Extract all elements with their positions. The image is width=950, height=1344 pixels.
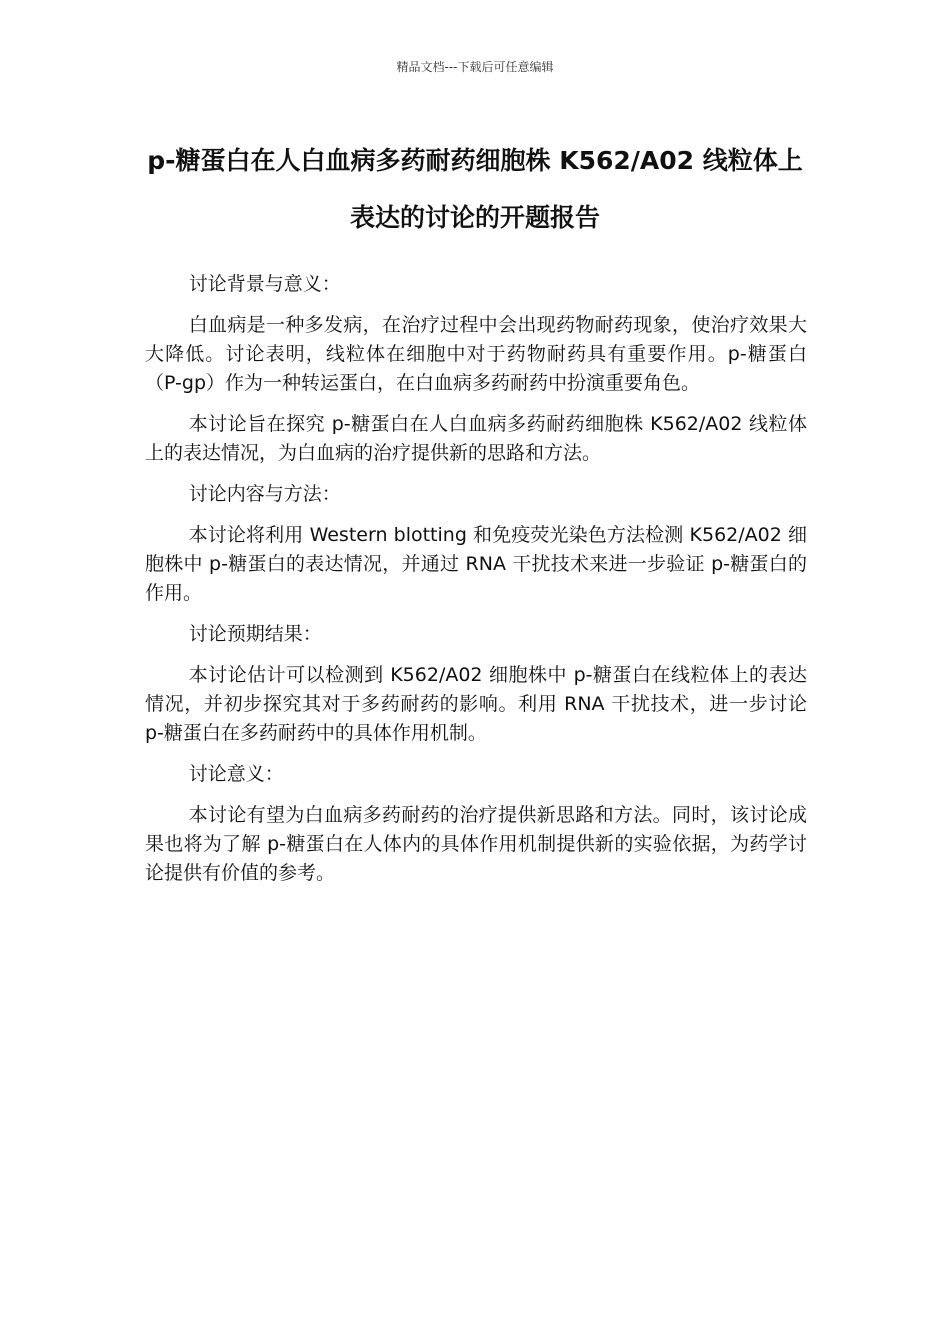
paragraph-background-2: 本讨论旨在探究 p-糖蛋白在人白血病多药耐药细胞株 K562/A02 线粒体上的表达情况，为白血病的治疗提供新的思路和方法。 — [145, 413, 807, 464]
paragraph-background-1: 白血病是一种多发病，在治疗过程中会出现药物耐药现象，使治疗效果大大降低。讨论表明，线粒体在细胞中对于药物耐药具有重要作用。p-糖蛋白（P-gp）作为一种转运蛋白，在白血病多药耐药中扮演重要角色。 — [145, 314, 807, 394]
document-title: p-糖蛋白在人白血病多药耐药细胞株 K562/A02 线粒体上表达的讨论的开题报告 — [147, 146, 803, 232]
paragraph-methods: 本讨论将利用 Western blotting 和免疫荧光染色方法检测 K562/A02 细胞株中 p-糖蛋白的表达情况，并通过 RNA 干扰技术来进一步验证 p-糖蛋白的作用。 — [145, 524, 807, 604]
section-heading-methods: 讨论内容与方法： — [188, 483, 341, 505]
section-heading-significance: 讨论意义： — [188, 763, 284, 785]
header-note: 精品文档---下载后可任意编辑 — [396, 60, 554, 74]
document-body — [145, 270, 807, 900]
paragraph-expected-results: 本讨论估计可以检测到 K562/A02 细胞株中 p-糖蛋白在线粒体上的表达情况，并初步探究其对于多药耐药的影响。利用 RNA 干扰技术，进一步讨论 p-糖蛋白在多药耐药中的具体作用机制。 — [145, 664, 807, 744]
section-heading-expected-results: 讨论预期结果： — [188, 623, 322, 645]
paragraph-significance: 本讨论有望为白血病多药耐药的治疗提供新思路和方法。同时，该讨论成果也将为了解 p-糖蛋白在人体内的具体作用机制提供新的实验依据，为药学讨论提供有价值的参考。 — [145, 804, 807, 884]
section-heading-background: 讨论背景与意义： — [188, 273, 341, 295]
